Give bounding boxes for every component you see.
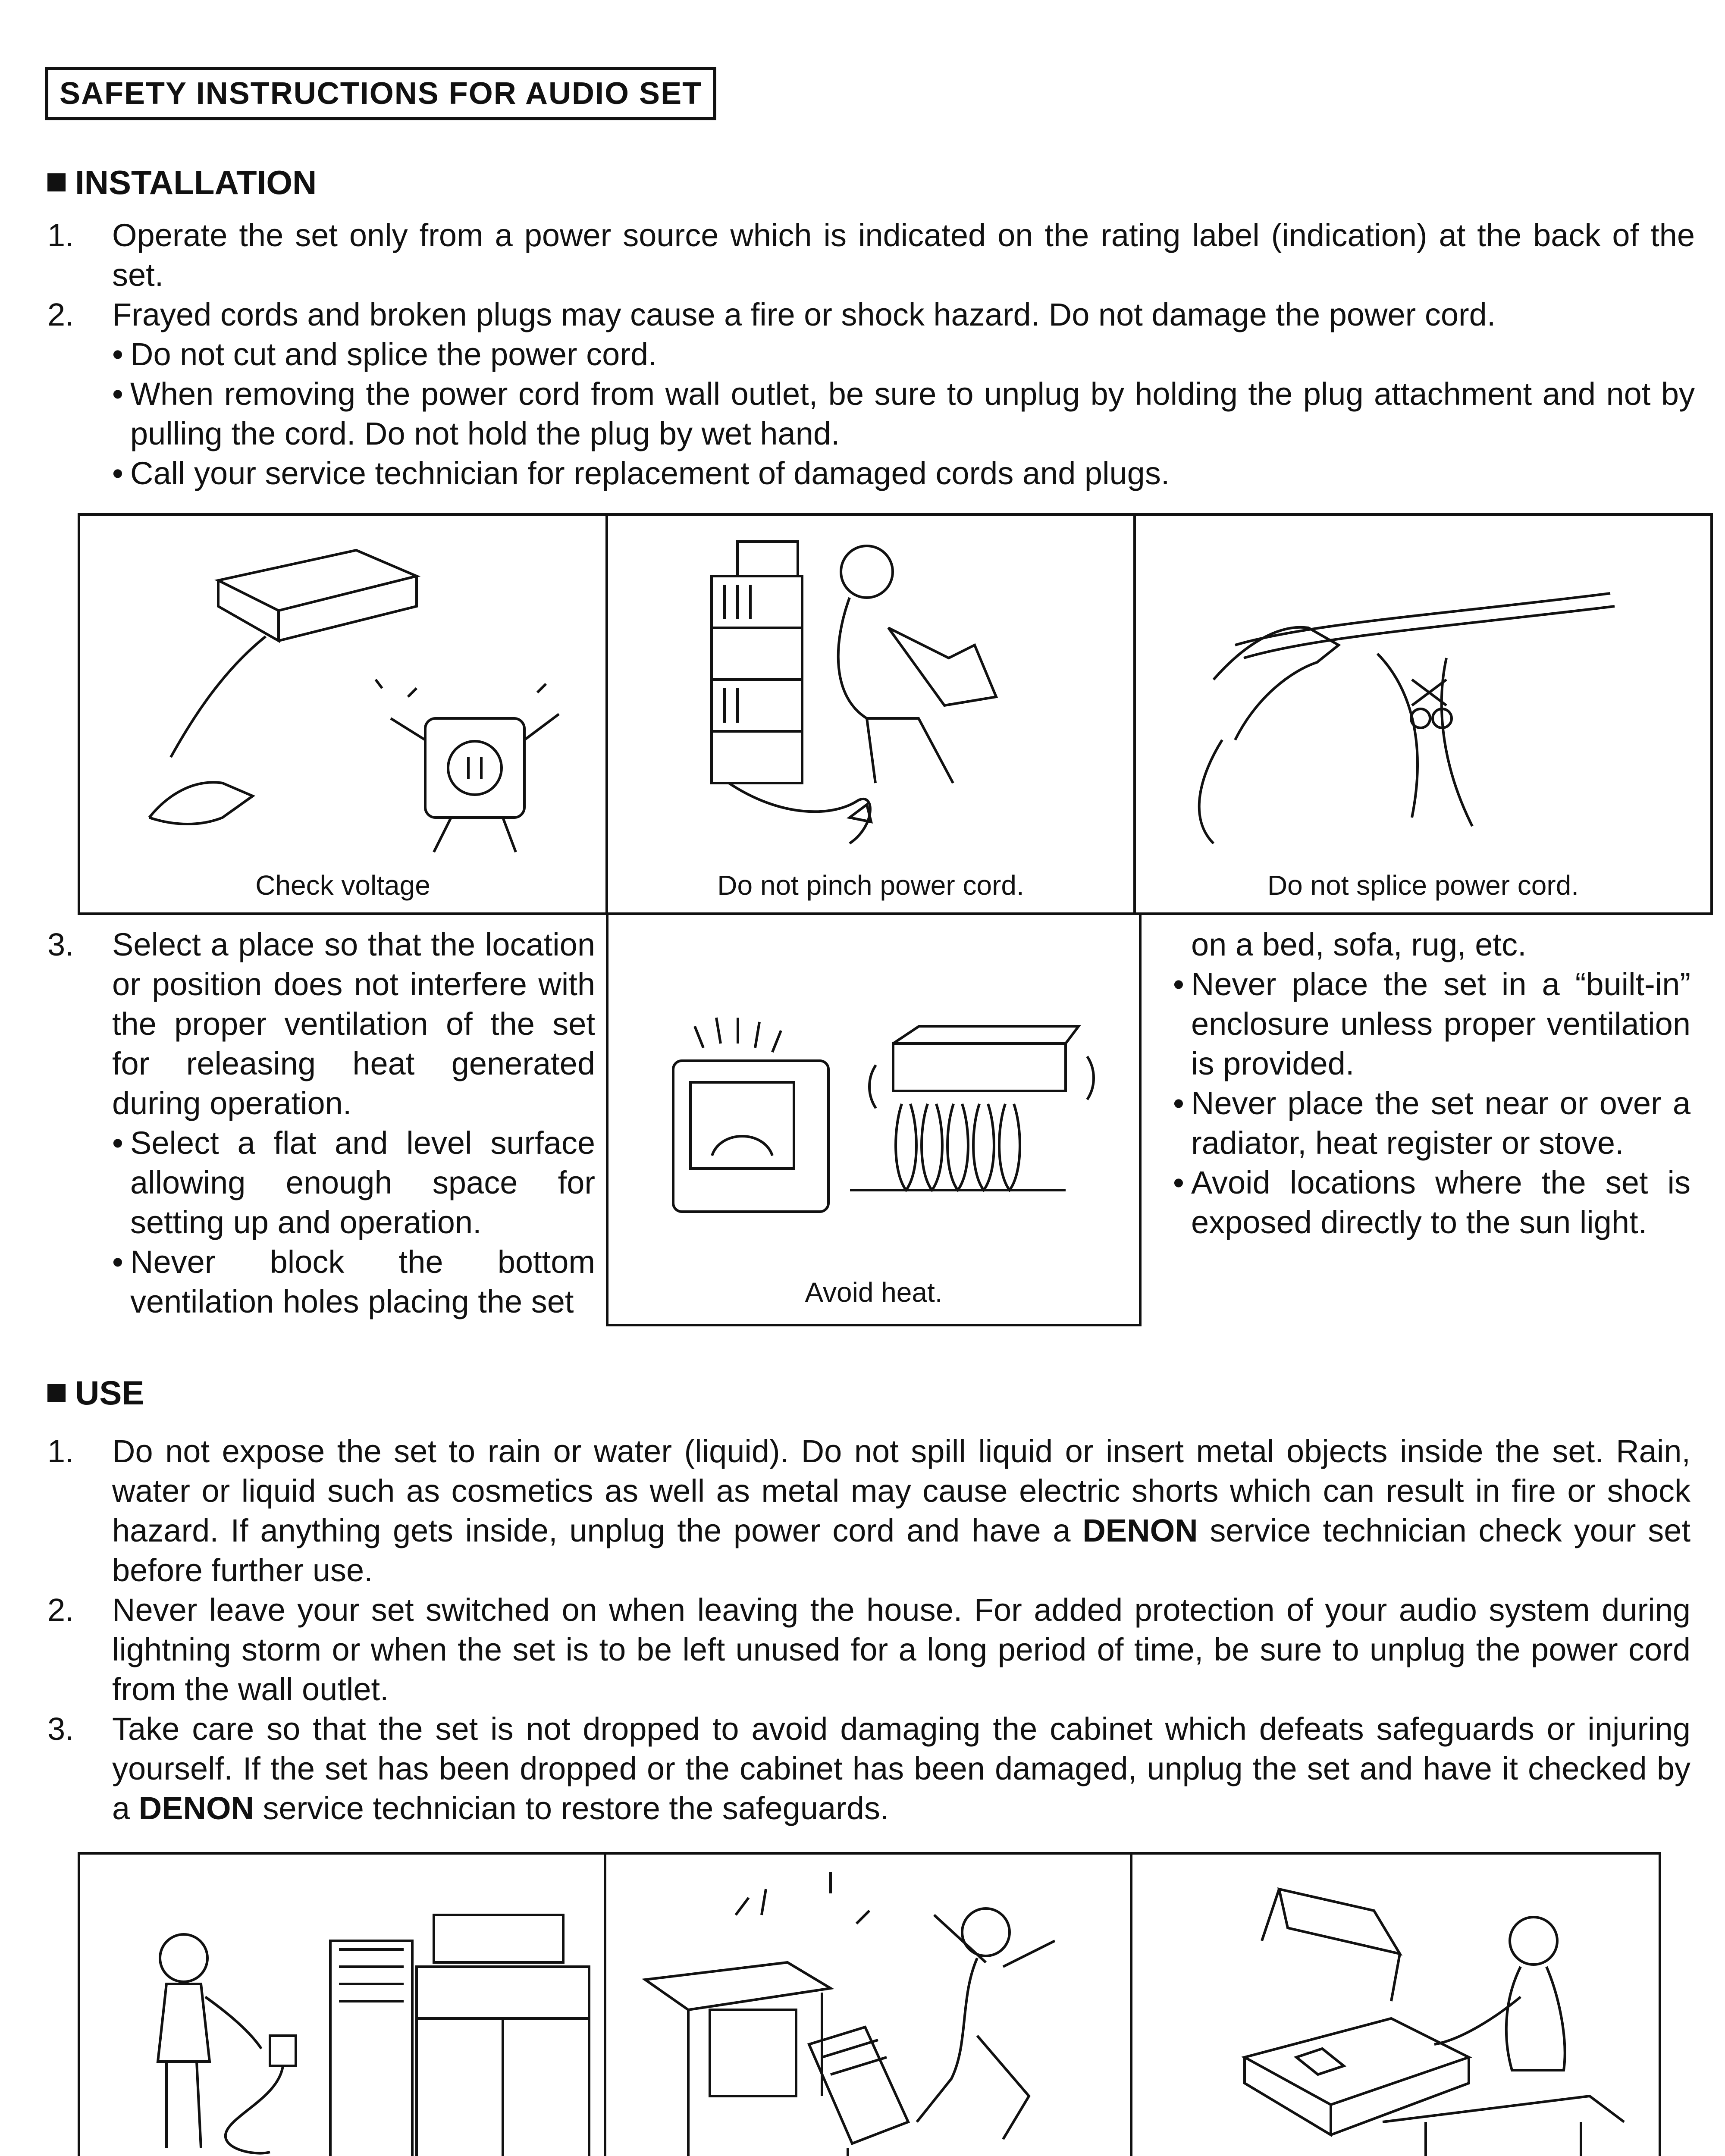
item-number: 1. <box>47 1433 74 1469</box>
panel-pinch-cord <box>608 516 1136 912</box>
remove-power-illustration <box>80 1855 604 2156</box>
list-item <box>47 1709 1690 1828</box>
square-bullet-icon <box>47 1384 66 1402</box>
do-not-drop-illustration <box>606 1855 1130 2156</box>
installation-heading-label: INSTALLATION <box>75 163 317 201</box>
item-number: 3. <box>47 1711 74 1747</box>
list-item: • Never block the bottom ventilation holes placing the set <box>112 1242 595 1322</box>
splice-cord-illustration <box>1136 516 1708 861</box>
panel-avoid-heat <box>606 914 1142 1326</box>
panel-caption: Avoid heat. <box>805 1277 943 1308</box>
list-item: • When removing the power cord from wall outlet, be sure to unplug by holding the plug attachment and not by pulling the cord. Do not hold the plug by wet hand. <box>112 374 1695 454</box>
continued-text: on a bed, sofa, rug, etc. <box>1191 927 1527 962</box>
installation-item3-right <box>1173 925 1690 1242</box>
use-list <box>47 1432 1690 1828</box>
item-text: Take care so that the set is not dropped to avoid damaging the cabinet which defeats safeguards or injuring yourself. If the set has been dropped or the cabinet has been damaged, unplug the set and have it checked by a <box>112 1711 1690 1826</box>
item-text: Do not expose the set to rain or water (liquid). Do not spill liquid or insert metal objects inside the set. Rain, water or liquid such as cosmetics as well as metal may cause electric shorts which can result in fire or shock hazard. If anything gets inside, unplug the power cord and have a <box>112 1433 1690 1548</box>
use-illustrations <box>78 1852 1661 2156</box>
item-text: Select a place so that the location or position does not interfere with the proper ventilation of the set for releasing heat generated during operation. <box>112 927 595 1121</box>
panel-check-voltage <box>80 516 608 912</box>
square-bullet-icon <box>47 173 66 191</box>
panel-caption: Do not pinch power cord. <box>717 870 1024 901</box>
installation-list <box>47 216 1695 493</box>
use-heading-label: USE <box>75 1374 144 1412</box>
item-text: Operate the set only from a power source which is indicated on the rating label (indication) at the back of the set. <box>112 217 1695 293</box>
item-number: 1. <box>47 217 74 253</box>
list-item: • Avoid locations where the set is exposed directly to the sun light. <box>1173 1163 1690 1242</box>
item-text: Frayed cords and broken plugs may cause a fire or shock hazard. Do not damage the power cord. <box>112 297 1496 332</box>
installation-item3-left <box>47 925 595 1322</box>
item-number: 3. <box>47 927 74 962</box>
item-number: 2. <box>47 1592 74 1628</box>
pinch-cord-illustration <box>608 516 1133 861</box>
panel-splice-cord <box>1136 516 1710 912</box>
list-item: • Never place the set in a “built-in” enclosure unless proper ventilation is provided. <box>1173 965 1690 1084</box>
list-item <box>47 1590 1690 1709</box>
list-item <box>47 295 1695 335</box>
item-text: Never leave your set switched on when leaving the house. For added protection of your audio system during lightning storm or when the set is to be left unused for a long period of time, be sure to unplug the power cord from the wall outlet. <box>112 1592 1690 1707</box>
list-item: • Never place the set near or over a radiator, heat register or stove. <box>1173 1084 1690 1163</box>
list-item: • Do not cut and splice the power cord. <box>112 335 1695 374</box>
panel-no-user-parts <box>1132 1855 1659 2156</box>
item-text: service technician to restore the safeguards. <box>263 1790 889 1826</box>
section-heading-installation <box>47 163 317 202</box>
list-item <box>47 1432 1690 1590</box>
check-voltage-illustration <box>80 516 605 861</box>
page-title: SAFETY INSTRUCTIONS FOR AUDIO SET <box>45 67 716 120</box>
brand-name: DENON <box>138 1790 254 1826</box>
item-text: service technician check your set before further use. <box>112 1513 1691 1588</box>
list-item: • Select a flat and level surface allowing enough space for setting up and operation. <box>112 1123 595 1242</box>
item-number: 2. <box>47 297 74 332</box>
section-heading-use <box>47 1373 144 1413</box>
avoid-heat-illustration <box>608 914 1139 1276</box>
list-item <box>47 216 1695 295</box>
installation-illustrations <box>78 513 1713 915</box>
panel-caption: Check voltage <box>255 870 430 901</box>
no-user-parts-illustration <box>1132 1855 1656 2156</box>
brand-name: DENON <box>1082 1513 1198 1548</box>
panel-caption: Do not splice power cord. <box>1267 870 1579 901</box>
list-item: • Call your service technician for replacement of damaged cords and plugs. <box>112 454 1695 493</box>
panel-do-not-drop <box>606 1855 1132 2156</box>
panel-remove-power <box>80 1855 606 2156</box>
